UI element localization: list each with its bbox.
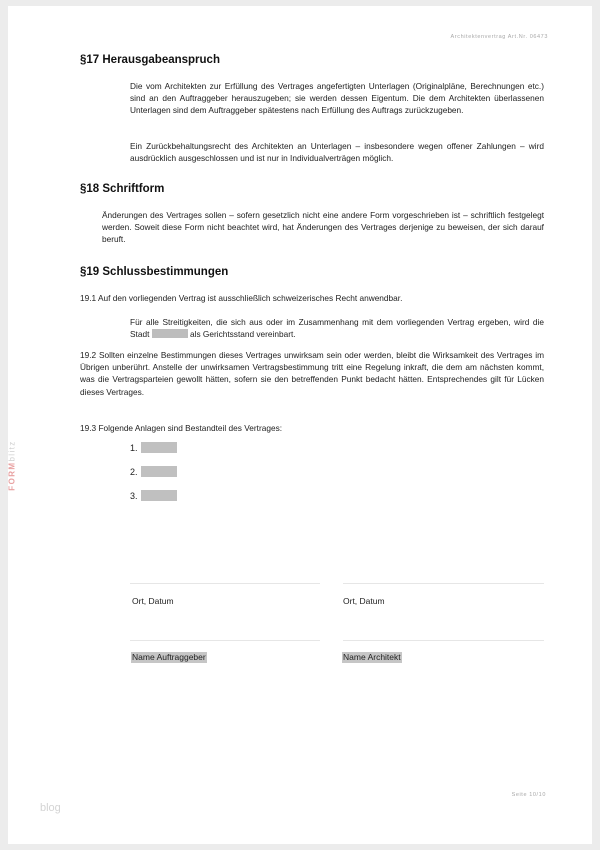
attachment-item-3 (130, 490, 177, 501)
brand-rest: blitz (7, 440, 17, 462)
section-19-title: §19 Schlussbestimmungen (80, 266, 229, 278)
document-page (8, 6, 592, 844)
attachment-redacted-field (141, 466, 177, 477)
clause-19-1: 19.1 Auf den vorliegenden Vertrag ist ausschließlich schweizerisches Recht anwendbar. (80, 293, 403, 303)
brand-strong: FORM (7, 461, 17, 491)
header-doc-ref: Architektenvertrag Art.Nr. 06473 (450, 34, 548, 40)
left-place-date-label: Ort, Datum (132, 596, 174, 606)
attachment-number: 3. (130, 491, 138, 501)
client-name-label: Name Auftraggeber (132, 652, 206, 662)
right-place-date-label: Ort, Datum (343, 596, 385, 606)
section-18-text: Änderungen des Vertrages sollen – sofern gesetzlich nicht eine andere Form vorgeschrieben ist – schriftlich festgelegt werden. Soweit diese Form nicht beachtet wird, hat Änderungen des Vertrages derjenige zu beweisen, der sich darauf beruft. (102, 210, 544, 245)
attachment-item-1 (130, 442, 177, 453)
signature-line-right-place (343, 583, 544, 584)
clause-19-3: 19.3 Folgende Anlagen sind Bestandteil des Vertrages: (80, 423, 283, 433)
clause-19-2: 19.2 Sollten einzelne Bestimmungen dieses Vertrages unwirksam sein oder werden, bleibt die Wirksamkeit des Vertrages im Übrigen unberührt. Anstelle der unwirksamen Vertragsbestimmung tritt eine Regelung inkraft, die dem am nächsten kommt, was die Vertragsparteien gewollt hätten, sofern sie den betreffenden Punkt bedacht hätten. Entsprechendes gilt für Lücken dieses Vertrages. (80, 350, 544, 397)
section-18-paragraph-1 (102, 209, 544, 246)
section-17-paragraph-1: Die vom Architekten zur Erfüllung des Vertrages angefertigten Unterlagen (Originalpläne, Berechnungen etc.) sind an den Auftraggeber herauszugeben; sie werden dessen Eigentum. Die dem Architekten überlassenen Unterlagen sind dem Auftraggeber spätestens nach Erfüllung des Auftrags zurückzugeben. (130, 81, 544, 116)
attachment-redacted-field (141, 490, 177, 501)
attachment-number: 2. (130, 467, 138, 477)
signature-line-right-name (343, 640, 544, 641)
section-17-paragraph-2: Ein Zurückbehaltungsrecht des Architekten an Unterlagen – insbesondere wegen offener Zahlungen – wird ausdrücklich ausgeschlossen und ist nur in Individualverträgen möglich. (130, 141, 544, 164)
section-17-title: §17 Herausgabeanspruch (80, 54, 220, 66)
footer-page-number: Seite 10/10 (511, 792, 546, 798)
city-redacted-field (152, 329, 188, 338)
signature-line-left-name (130, 640, 320, 641)
clause-19-1-jurisdiction (130, 316, 544, 340)
signature-line-left-place (130, 583, 320, 584)
architect-name-label: Name Architekt (343, 652, 401, 662)
attachment-item-2 (130, 466, 177, 477)
jurisdiction-text-a: Für alle Streitigkeiten, die sich aus oder im Zusammenhang mit dem vorliegenden Vertrag ergeben, wird die Stadt (130, 317, 544, 340)
section-18-title: §18 Schriftform (80, 183, 165, 195)
jurisdiction-text-b: als Gerichtsstand vereinbart. (190, 329, 296, 340)
attachment-redacted-field (141, 442, 177, 453)
attachment-number: 1. (130, 443, 138, 453)
brand-vertical-logo (8, 440, 17, 490)
watermark-text: blog (40, 802, 61, 814)
